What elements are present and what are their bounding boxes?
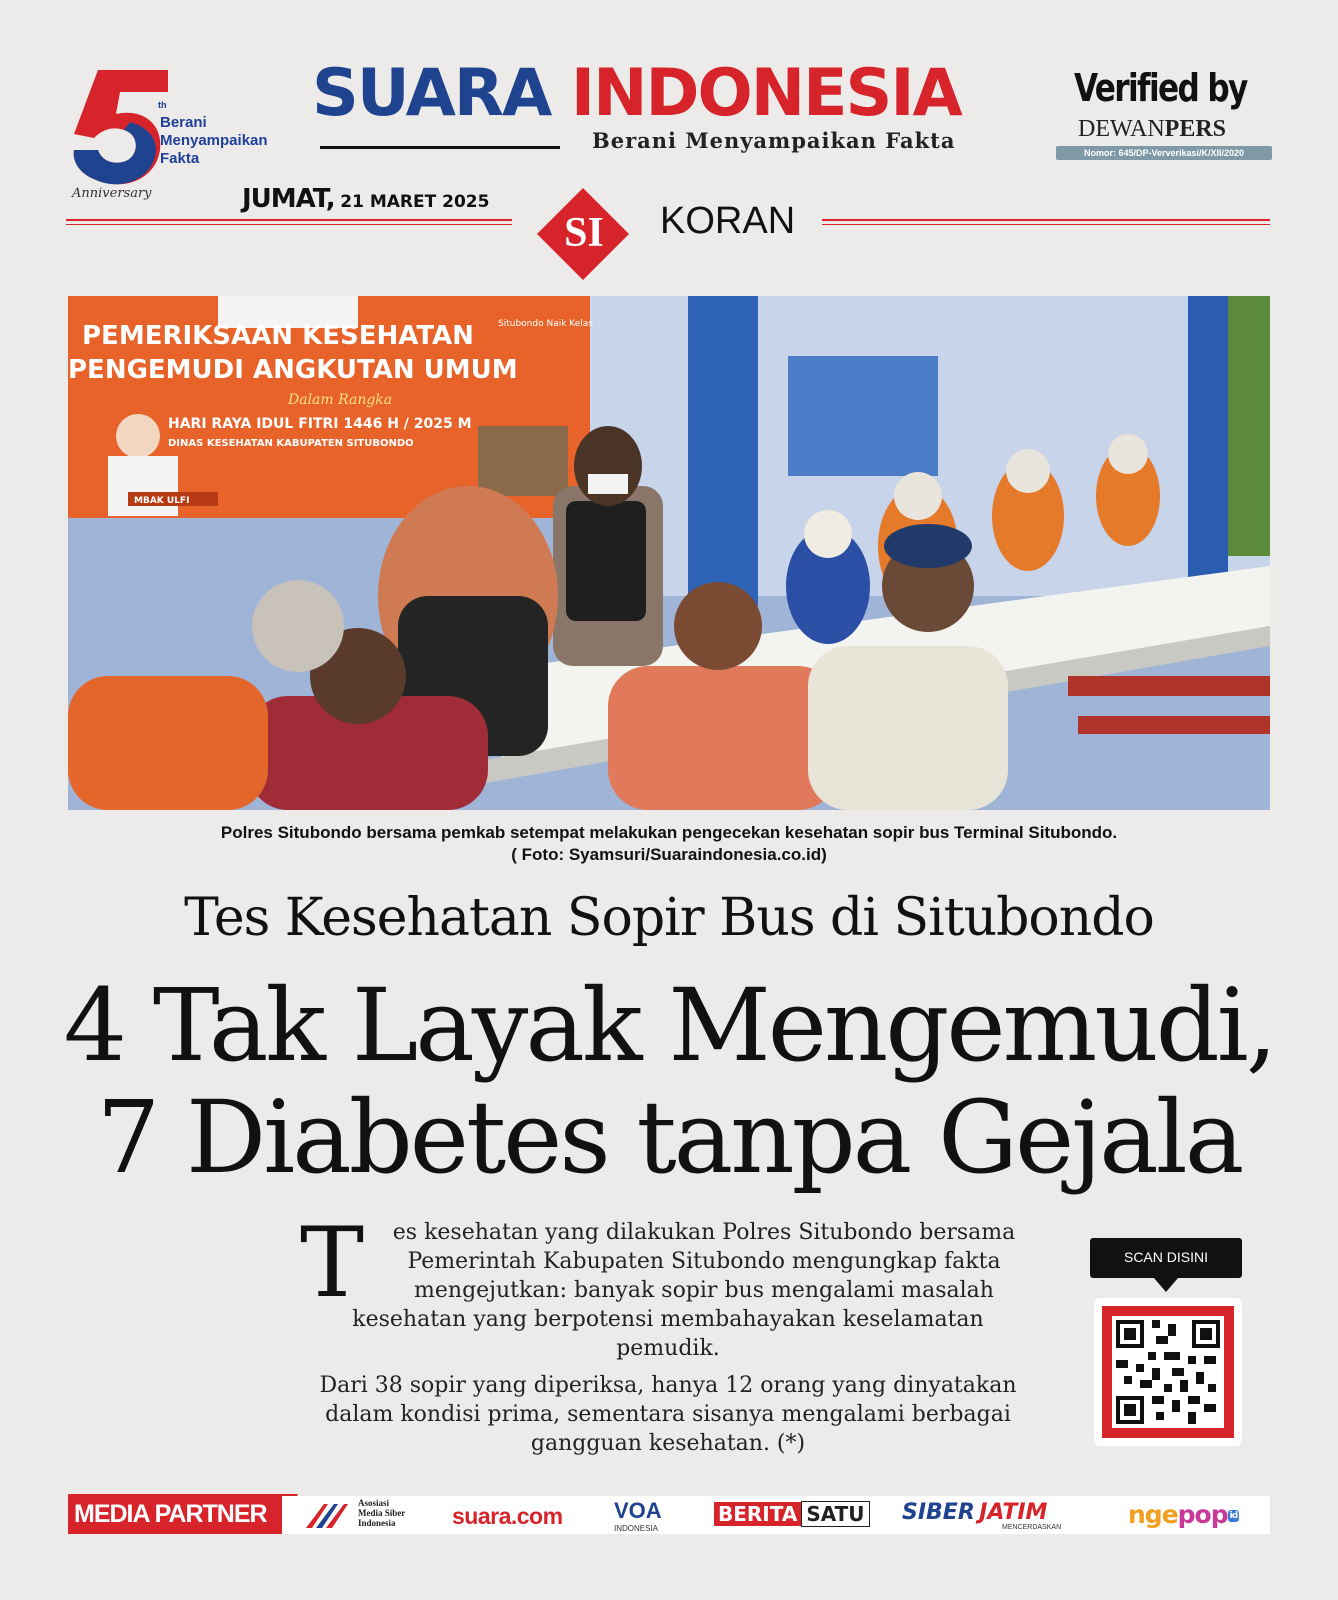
voa-subtext: INDONESIA — [614, 1524, 659, 1533]
paragraph-1-text: es kesehatan yang dilakukan Polres Situbondo bersama Pemerintah Kabupaten Situbondo mengungkap fakta mengejutkan: banyak sopir bus mengalami masalah kesehatan yang berpotensi membahayakan keselamatan pemudik. — [352, 1220, 1016, 1361]
media-partner-label: MEDIA PARTNER — [68, 1494, 286, 1534]
caption-line-1: Polres Situbondo bersama pemkab setempat melakukan pengecekan kesehatan sopir bus Terminal Situbondo. — [220, 823, 1118, 842]
verification-number: Nomor: 645/DP-Ververikasi/K/XII/2020 — [1056, 146, 1272, 160]
article-kicker: Tes Kesehatan Sopir Bus di Situbondo — [184, 888, 1154, 948]
article-paragraph-1 — [300, 1207, 1036, 1363]
banner-line-4: HARI RAYA IDUL FITRI 1446 H / 2025 M — [168, 416, 472, 432]
anniversary-script: Anniversary — [72, 186, 152, 201]
scan-label: SCAN DISINI — [1090, 1238, 1242, 1278]
jatim-text: JATIM — [979, 1500, 1048, 1525]
pers-text: PERS — [1164, 116, 1227, 142]
amsi-line-1: Asosiasi — [358, 1498, 390, 1508]
nge-text: nge — [1128, 1500, 1178, 1529]
section-koran: KORAN — [660, 200, 796, 242]
masthead — [312, 58, 1032, 130]
banner-line-1: PEMERIKSAAN KESEHATAN — [82, 321, 474, 351]
anniversary-line-2: Menyampaikan — [160, 132, 268, 149]
header-rule-left — [66, 219, 512, 221]
article-paragraph-2: Dari 38 sopir yang diperiksa, hanya 12 orang yang dinyatakan dalam kondisi prima, sementara sisanya mengalami berbagai gangguan kesehatan. (*) — [319, 1373, 1017, 1456]
masthead-word-suara: SUARA — [312, 56, 551, 131]
partner-beritasatu[interactable] — [714, 1502, 870, 1540]
banner-brand: Situbondo Naik Kelas — [498, 319, 593, 329]
header-rule-right — [822, 219, 1270, 221]
qr-pattern — [1112, 1316, 1224, 1428]
banner-line-5: DINAS KESEHATAN KABUPATEN SITUBONDO — [168, 438, 414, 449]
siber-text: SIBER — [902, 1500, 975, 1525]
banner-name: MBAK ULFI — [134, 496, 190, 506]
edition-day: JUMAT, — [242, 184, 335, 214]
dewan-text: DEWAN — [1078, 116, 1165, 142]
article-headline — [40, 967, 1298, 1196]
masthead-tagline: Berani Menyampaikan Fakta — [592, 128, 956, 153]
edition-date-text: 21 MARET 2025 — [340, 192, 490, 212]
headline-line-2: 7 Diabetes tanpa Gejala — [96, 1079, 1242, 1196]
drop-cap: T — [300, 1207, 365, 1319]
voa-text: VOA — [614, 1498, 662, 1523]
partner-suara[interactable]: suara.com — [452, 1503, 563, 1529]
photo-caption — [68, 822, 1270, 866]
header-rule-left-thin — [66, 224, 512, 225]
amsi-line-2: Media Siber — [358, 1508, 406, 1518]
qr-code-icon[interactable] — [1102, 1306, 1234, 1438]
anniversary-line-3: Fakta — [160, 150, 200, 167]
banner-line-2: PENGEMUDI ANGKUTAN UMUM — [68, 355, 518, 385]
photo-illustration — [68, 296, 1270, 810]
amsi-icon — [306, 1500, 354, 1530]
partner-siberjatim[interactable] — [902, 1500, 1062, 1538]
satu-text: SATU — [801, 1501, 869, 1527]
headline-line-1: 4 Tak Layak Mengemudi, — [63, 967, 1275, 1084]
partner-ngepop[interactable] — [1128, 1500, 1239, 1538]
caption-line-2: ( Foto: Syamsuri/Suaraindonesia.co.id) — [511, 845, 827, 864]
amsi-line-3: Indonesia — [358, 1518, 396, 1528]
amsi-text — [358, 1498, 405, 1528]
berita-text: BERITA — [714, 1502, 801, 1526]
anniversary-line-1: Berani — [160, 114, 207, 131]
scan-arrow-icon — [1154, 1278, 1178, 1292]
main-photo — [68, 296, 1270, 810]
siber-subtext: MENCERDASKAN — [1002, 1524, 1062, 1531]
masthead-underline — [320, 146, 560, 149]
banner-line-3: Dalam Rangka — [288, 392, 393, 408]
id-badge: id — [1229, 1511, 1238, 1521]
verified-by-text: Verified by — [1074, 66, 1247, 110]
dewan-pers-text — [1078, 116, 1226, 143]
anniversary-superscript: th — [158, 100, 167, 110]
edition-date — [242, 184, 489, 214]
pop-text: pop — [1177, 1500, 1228, 1529]
si-logo-text: SI — [564, 210, 604, 256]
header-rule-right-thin — [822, 224, 1270, 225]
masthead-word-indonesia: INDONESIA — [570, 56, 961, 131]
article-body — [300, 1207, 1036, 1466]
